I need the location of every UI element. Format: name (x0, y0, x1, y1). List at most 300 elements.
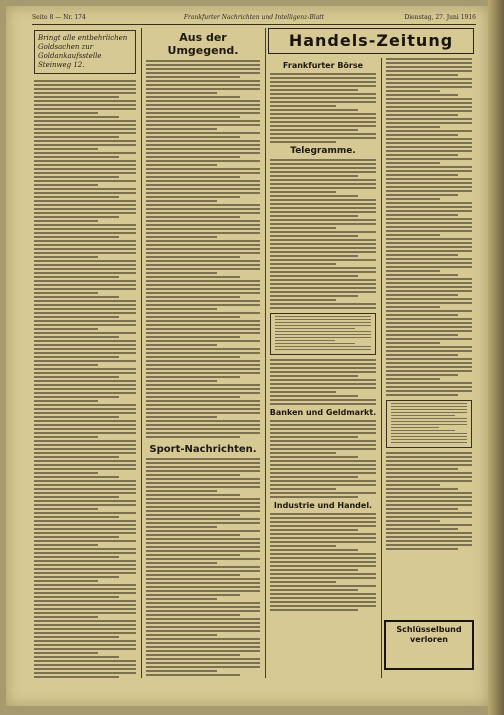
text-line (386, 350, 472, 352)
text-line (275, 325, 371, 326)
text-line (34, 324, 136, 326)
text-line (391, 406, 467, 407)
ad-title: Schlüsselbund verloren (396, 625, 462, 644)
text-line (386, 170, 472, 172)
text-line (270, 159, 376, 161)
text-line (270, 609, 358, 611)
text-line (275, 346, 371, 347)
text-line (34, 640, 136, 642)
text-line (270, 472, 376, 474)
text-line (270, 577, 376, 579)
column-4 (384, 58, 474, 614)
text-line (34, 624, 136, 626)
text-line (270, 287, 376, 289)
text-line (146, 180, 260, 182)
text-line (34, 628, 136, 630)
section-heading-banken: Banken und Geldmarkt. (269, 408, 377, 417)
text-line (34, 128, 136, 130)
text-line (34, 136, 119, 138)
text-line (146, 212, 260, 214)
text-line (386, 500, 472, 502)
text-line (34, 248, 136, 250)
stock-table (270, 313, 376, 355)
text-line (391, 430, 455, 431)
text-line (146, 132, 260, 134)
text-line (34, 596, 119, 598)
text-line (386, 274, 458, 276)
text-line (146, 610, 260, 612)
text-line (34, 280, 136, 282)
text-line (386, 310, 472, 312)
text-line (34, 348, 136, 350)
text-line (34, 376, 119, 378)
text-line (146, 590, 260, 592)
text-line (146, 622, 260, 624)
text-line (386, 190, 472, 192)
text-line (146, 554, 240, 556)
text-line (34, 92, 136, 94)
text-line (146, 408, 260, 410)
text-line (34, 340, 136, 342)
text-line (270, 125, 376, 127)
text-line (34, 368, 136, 370)
text-line (34, 364, 98, 366)
text-line (146, 578, 260, 580)
text-line (275, 316, 371, 317)
text-line (34, 524, 136, 526)
text-line (386, 270, 440, 272)
text-line (270, 480, 376, 482)
text-line (34, 480, 136, 482)
text-line (386, 142, 472, 144)
text-line (146, 204, 260, 206)
text-line (146, 428, 260, 430)
text-line (386, 122, 472, 124)
text-line (34, 584, 136, 586)
section-heading-umgegend: Aus der Umgegend. (167, 31, 239, 57)
text-line (146, 566, 260, 568)
text-line (386, 158, 472, 160)
text-line (386, 246, 472, 248)
text-line (386, 374, 458, 376)
text-line (146, 100, 260, 102)
text-line (146, 662, 260, 664)
reichsbank-table (386, 400, 472, 448)
text-line (146, 312, 260, 314)
text-line (146, 514, 240, 516)
text-line (146, 570, 260, 572)
text-line (270, 283, 376, 285)
text-line (34, 412, 136, 414)
text-line (34, 176, 119, 178)
page-edge (488, 0, 504, 715)
text-line (270, 203, 376, 205)
text-line (34, 168, 136, 170)
text-line (146, 392, 260, 394)
text-line (386, 382, 472, 384)
text-line (34, 84, 136, 86)
text-line (270, 541, 376, 543)
text-line (386, 378, 440, 380)
text-line (386, 194, 458, 196)
text-line (270, 452, 336, 454)
text-line (146, 638, 260, 640)
text-line (34, 332, 136, 334)
page-number: Seite 8 — Nr. 174 (32, 14, 86, 21)
text-line (146, 478, 260, 480)
gold-notice: Bringt alle entbehrlichen Goldsachen zur Goldankaufsstelle Steinweg 12. (34, 30, 136, 74)
text-line (34, 244, 136, 246)
text-line (34, 516, 119, 518)
text-line (34, 664, 136, 666)
text-line (270, 537, 376, 539)
text-line (270, 597, 376, 599)
text-line (386, 266, 472, 268)
text-line (34, 464, 136, 466)
text-line (146, 424, 260, 426)
text-line (270, 239, 376, 241)
text-line (146, 148, 260, 150)
text-line (270, 121, 376, 123)
text-line (275, 334, 371, 335)
text-line (270, 420, 376, 422)
section-heading-boerse: Frankfurter Börse (282, 61, 364, 70)
text-line (270, 275, 358, 277)
text-line (270, 77, 376, 79)
text-line (270, 371, 376, 373)
text-line (270, 219, 376, 221)
text-line (146, 64, 260, 66)
text-line (34, 672, 136, 674)
text-line (146, 606, 260, 608)
text-line (146, 268, 260, 270)
text-line (270, 211, 376, 213)
text-line (146, 112, 260, 114)
text-line (270, 391, 336, 393)
text-line (270, 428, 376, 430)
section-heading-industrie: Industrie und Handel. (273, 501, 373, 510)
text-line (146, 416, 217, 418)
text-line (386, 90, 440, 92)
text-line (386, 298, 472, 300)
text-line (270, 291, 376, 293)
text-line (386, 202, 472, 204)
text-line (275, 331, 371, 332)
text-line (34, 552, 136, 554)
text-line (34, 88, 136, 90)
issue-date: Dienstag, 27. Juni 1916 (404, 14, 476, 21)
text-line (386, 342, 440, 344)
text-line (386, 222, 472, 224)
text-line (386, 282, 472, 284)
text-line (34, 252, 136, 254)
text-line (34, 560, 136, 562)
text-line (275, 328, 355, 329)
text-line (146, 260, 260, 262)
text-line (146, 542, 260, 544)
text-line (34, 384, 136, 386)
text-line (146, 292, 260, 294)
text-line (146, 232, 260, 234)
text-line (34, 240, 136, 242)
text-line (386, 126, 440, 128)
text-line (34, 440, 136, 442)
text-line (34, 648, 136, 650)
text-line (386, 318, 472, 320)
text-line (270, 403, 376, 405)
text-line (34, 532, 136, 534)
text-line (146, 530, 260, 532)
text-line (146, 562, 217, 564)
text-line (270, 492, 376, 494)
column-2 (144, 28, 262, 678)
text-line (275, 343, 355, 344)
text-line (146, 320, 260, 322)
text-line (34, 652, 98, 654)
text-line (146, 136, 240, 138)
text-line (146, 248, 260, 250)
text-line (34, 260, 136, 262)
text-line (275, 349, 371, 350)
text-line (386, 278, 472, 280)
text-line (386, 226, 472, 228)
text-line (146, 60, 260, 62)
text-line (275, 319, 371, 320)
text-line (146, 276, 240, 278)
text-line (386, 86, 472, 88)
text-line (270, 545, 336, 547)
text-line (34, 600, 136, 602)
text-line (270, 363, 376, 365)
text-line (146, 176, 240, 178)
text-line (146, 316, 240, 318)
text-line (270, 183, 376, 185)
text-line (146, 328, 260, 330)
text-line (275, 322, 371, 323)
text-line (270, 303, 376, 305)
text-line (270, 549, 358, 551)
text-line (386, 166, 472, 168)
text-line (146, 518, 260, 520)
text-line (34, 432, 136, 434)
text-line (34, 320, 136, 322)
text-line (386, 496, 472, 498)
text-line (34, 312, 136, 314)
text-line (270, 101, 376, 103)
text-line (270, 85, 376, 87)
text-line (146, 72, 260, 74)
text-line (270, 383, 376, 385)
text-line (146, 352, 260, 354)
text-line (146, 160, 260, 162)
text-line (270, 109, 358, 111)
text-line (270, 589, 358, 591)
text-block (268, 359, 378, 405)
text-line (34, 644, 136, 646)
text-line (34, 500, 136, 502)
text-line (34, 472, 98, 474)
text-line (34, 148, 98, 150)
text-line (270, 295, 358, 297)
text-line (146, 642, 260, 644)
text-line (34, 416, 119, 418)
text-line (386, 214, 458, 216)
text-line (386, 540, 472, 542)
text-line (34, 216, 119, 218)
text-line (386, 476, 472, 478)
text-line (386, 154, 458, 156)
text-line (386, 146, 472, 148)
text-line (270, 105, 336, 107)
text-line (146, 128, 217, 130)
text-line (386, 262, 472, 264)
text-line (270, 263, 336, 265)
text-line (391, 424, 467, 425)
text-line (146, 124, 260, 126)
text-line (34, 224, 136, 226)
text-line (34, 460, 136, 462)
text-line (270, 379, 376, 381)
text-line (34, 660, 136, 662)
text-line (146, 336, 240, 338)
text-line (270, 601, 376, 603)
text-line (146, 594, 240, 596)
text-line (146, 376, 240, 378)
text-line (270, 133, 376, 135)
text-line (34, 388, 136, 390)
text-line (270, 141, 336, 143)
text-line (270, 271, 376, 273)
text-line (386, 338, 472, 340)
text-line (34, 576, 119, 578)
text-line (146, 96, 240, 98)
text-line (146, 420, 260, 422)
text-line (386, 130, 472, 132)
text-line (146, 574, 240, 576)
text-line (34, 404, 136, 406)
text-line (34, 80, 136, 82)
text-line (146, 216, 240, 218)
text-line (270, 460, 376, 462)
text-line (386, 110, 472, 112)
text-line (146, 296, 240, 298)
text-line (270, 517, 376, 519)
text-line (34, 580, 98, 582)
text-line (146, 80, 260, 82)
text-line (386, 198, 440, 200)
text-line (34, 656, 119, 658)
text-line (146, 550, 260, 552)
text-line (34, 508, 98, 510)
text-line (146, 144, 260, 146)
text-line (386, 138, 472, 140)
text-line (146, 92, 217, 94)
text-line (146, 356, 240, 358)
text-line (386, 66, 472, 68)
text-line (34, 120, 136, 122)
text-line (270, 243, 376, 245)
text-line (386, 520, 440, 522)
text-line (146, 244, 260, 246)
text-line (270, 235, 358, 237)
text-line (270, 113, 376, 115)
text-line (146, 368, 260, 370)
text-line (386, 242, 472, 244)
text-line (146, 582, 260, 584)
text-line (146, 498, 260, 500)
text-line (34, 436, 98, 438)
text-line (34, 676, 119, 678)
text-line (386, 492, 472, 494)
text-line (386, 512, 472, 514)
text-line (270, 464, 376, 466)
text-line (146, 626, 260, 628)
text-line (386, 234, 440, 236)
text-line (146, 240, 260, 242)
text-line (146, 674, 240, 676)
text-line (146, 196, 240, 198)
text-line (386, 334, 458, 336)
text-line (146, 228, 260, 230)
text-line (146, 658, 260, 660)
text-line (146, 156, 240, 158)
text-line (146, 404, 260, 406)
text-line (34, 504, 136, 506)
text-line (34, 536, 119, 538)
text-line (386, 464, 472, 466)
text-line (146, 344, 217, 346)
text-line (386, 70, 472, 72)
text-line (386, 394, 458, 396)
text-line (146, 432, 260, 434)
text-line (146, 208, 260, 210)
text-line (386, 174, 458, 176)
text-line (270, 525, 376, 527)
text-line (34, 572, 136, 574)
text-line (270, 307, 376, 309)
text-block (144, 60, 262, 438)
text-line (34, 336, 119, 338)
text-line (270, 227, 336, 229)
text-line (146, 304, 260, 306)
text-line (34, 420, 136, 422)
text-line (146, 546, 260, 548)
text-line (270, 448, 376, 450)
text-line (146, 618, 260, 620)
text-line (146, 646, 260, 648)
text-line (270, 195, 358, 197)
text-line (270, 163, 376, 165)
text-line (146, 340, 260, 342)
text-line (386, 294, 458, 296)
text-line (386, 468, 458, 470)
text-line (34, 316, 119, 318)
column-rule (381, 58, 382, 678)
text-line (34, 360, 136, 362)
text-line (34, 396, 119, 398)
text-block (268, 73, 378, 143)
text-line (386, 114, 458, 116)
text-line (386, 186, 472, 188)
lost-keys-advertisement (384, 620, 474, 670)
text-line (270, 259, 376, 261)
column-3 (268, 58, 378, 678)
text-line (146, 482, 260, 484)
text-line (146, 164, 217, 166)
text-line (270, 605, 376, 607)
text-line (270, 529, 358, 531)
text-line (270, 521, 376, 523)
